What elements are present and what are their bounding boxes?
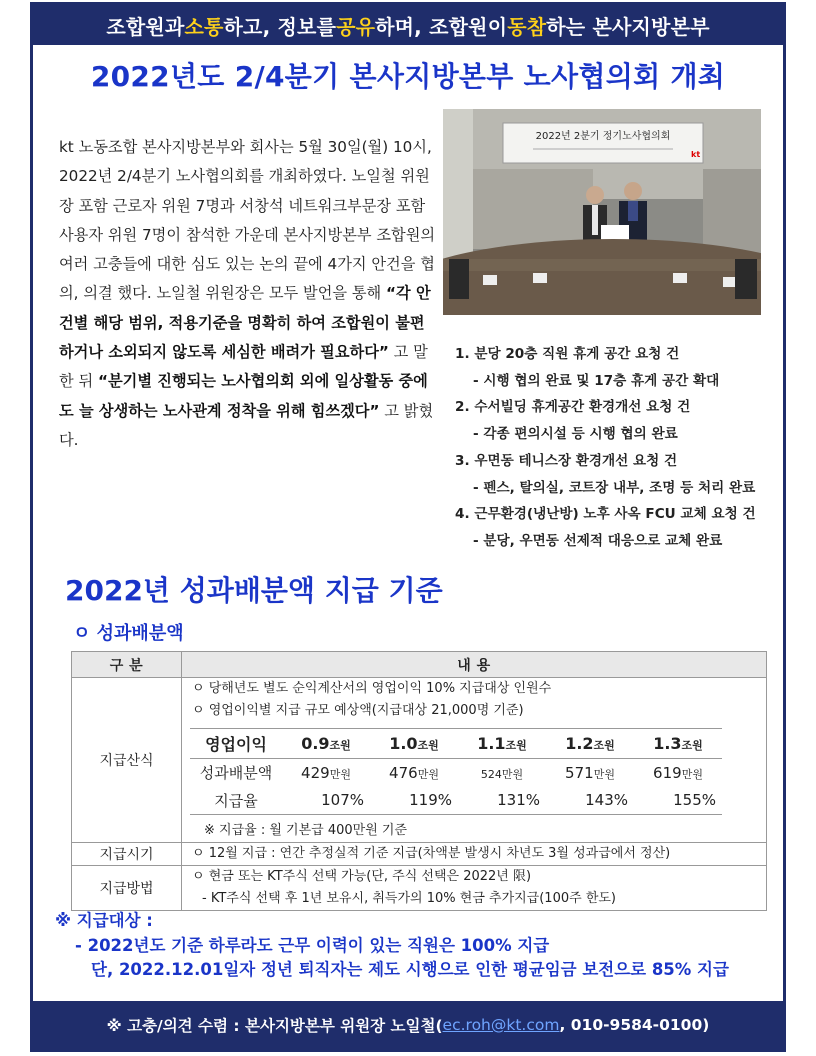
scenario-unit: 조원 xyxy=(505,739,527,752)
row-label-formula: 지급산식 xyxy=(72,678,182,843)
bonus-amount-cell xyxy=(458,759,546,787)
scenario-profit-value: 1.0 xyxy=(389,734,418,753)
bonus-amount-value: 429 xyxy=(301,763,330,782)
article-body xyxy=(59,133,439,455)
row-label-timing: 지급시기 xyxy=(72,843,182,866)
article-body-text-1: kt 노동조합 본사지방본부와 회사는 5월 30일(월) 10시, 2022년 2/4분기 노사협의회를 개최하였다. 노일철 위원장 포함 근로자 위원 7명과 서창석 네트워크부문장 포함 사용자 위원 7명이 참석한 가운데 본사지방본부 조합원의 여러 고충들에 대한 심도 있는 논의 끝에 4가지 안건을 협의, 의결 했다. 노일철 위원장은 모두 발언을 통해 xyxy=(59,138,436,303)
bonus-amount-cell xyxy=(370,759,458,787)
scenario-unit: 조원 xyxy=(593,739,615,752)
agenda-item-result: - 분당, 우면동 선제적 대응으로 교체 완료 xyxy=(473,532,723,549)
bonus-amount-value: 524 xyxy=(480,767,502,781)
agenda-item-title: 1. 분당 20층 직원 휴게 공간 요청 건 xyxy=(455,346,680,362)
payout-rate-cell: 143% xyxy=(546,787,634,815)
agenda-item-title: 3. 우면동 테니스장 환경개선 요청 건 xyxy=(455,452,678,469)
photo-banner-text: 2022년 2분기 정기노사협의회 xyxy=(535,131,671,142)
agenda-list xyxy=(455,341,785,555)
scenario-unit: 조원 xyxy=(681,739,703,752)
bonus-amount-cell xyxy=(282,759,370,787)
footer-prefix: ※ 고충/의견 수렴 : 본사지방본부 위원장 노일철( xyxy=(106,1017,443,1035)
scenario-profit-value: 1.3 xyxy=(653,734,682,753)
payout-rate-note: ※ 지급율 : 월 기본급 400만원 기준 xyxy=(204,823,408,838)
agenda-item-title: 4. 근무환경(냉난방) 노후 사옥 FCU 교체 요청 건 xyxy=(455,506,756,523)
banner-text-1: 조합원과 xyxy=(106,14,185,39)
row-content-formula xyxy=(182,678,767,843)
banner-highlight-2: 공유 xyxy=(336,14,376,39)
agenda-item-result: - 각종 편의시설 등 시행 협의 완료 xyxy=(473,426,678,443)
row-content-method xyxy=(182,866,767,911)
banner-highlight-1: 소통 xyxy=(184,14,224,39)
bonus-amount-value: 476 xyxy=(389,763,418,782)
eligibility-label: ※ 지급대상 : xyxy=(55,911,153,930)
scenario-header-cell xyxy=(634,729,722,759)
bonus-table xyxy=(71,651,767,911)
row-content-timing: ㅇ 12월 지급 : 연간 추정실적 기준 지급(차액분 발생시 차년도 3월 성과급에서 정산) xyxy=(182,843,767,866)
payout-rate-cell: 155% xyxy=(634,787,722,815)
agenda-item-title: 2. 수서빌딩 휴게공간 환경개선 요청 건 xyxy=(455,399,691,416)
article-quote-2: “분기별 진행되는 노사협의회 외에 일상활동 중에도 늘 상생하는 노사관계 정착을 위해 힘쓰겠다” xyxy=(59,372,428,420)
bonus-amount-unit: 만원 xyxy=(417,767,439,781)
bonus-amount-cell xyxy=(634,759,722,787)
article-quote-1: “각 안건별 해당 범위, 적용기준을 명확히 하여 조합원이 불편하거나 소외되지 않도록 세심한 배려가 필요하다” xyxy=(59,284,431,362)
email-link[interactable]: ec.roh@kt.com xyxy=(442,1016,560,1034)
payout-rate-cell: 107% xyxy=(282,787,370,815)
formula-line-1: ㅇ 당해년도 별도 순익계산서의 영업이익 10% 지급대상 인원수 xyxy=(192,681,552,696)
meeting-photo-illustration xyxy=(443,109,761,315)
article-body-text-3: 고 밝혔다. xyxy=(59,401,434,449)
bonus-amount-unit: 만원 xyxy=(593,767,615,781)
scenario-profit-value: 0.9 xyxy=(301,734,330,753)
scenario-row-label: 지급율 xyxy=(190,787,282,815)
scenario-header-cell xyxy=(370,729,458,759)
method-line-2: - KT주식 선택 후 1년 보유시, 취득가의 10% 현금 추가지급(100주 한도) xyxy=(202,891,617,906)
scenario-header-cell xyxy=(546,729,634,759)
eligibility-notice xyxy=(55,909,729,983)
bonus-amount-unit: 만원 xyxy=(329,767,351,781)
scenario-header-cell xyxy=(282,729,370,759)
meeting-photo xyxy=(443,109,761,315)
bonus-amount-unit: 만원 xyxy=(681,767,703,781)
table-header-content: 내 용 xyxy=(182,652,767,678)
eligibility-line-2: 단, 2022.12.01일자 정년 퇴직자는 제도 시행으로 인한 평균임금 보전으로 85% 지급 xyxy=(91,960,729,979)
scenario-unit: 조원 xyxy=(329,739,351,752)
scenario-header-cell xyxy=(458,729,546,759)
scenario-row-label: 성과배분액 xyxy=(199,764,273,783)
scenario-unit: 조원 xyxy=(417,739,439,752)
payout-rate-cell: 119% xyxy=(370,787,458,815)
top-banner xyxy=(33,5,783,45)
article-body-text-2: 고 말한 뒤 xyxy=(59,343,428,391)
banner-text-3: 하며, 조합원이 xyxy=(375,14,508,39)
profit-scenario-table xyxy=(190,728,722,815)
article-headline: 2022년도 2/4분기 본사지방본부 노사협의회 개최 xyxy=(90,60,726,93)
section-title: 2022년 성과배분액 지급 기준 xyxy=(65,574,443,607)
contact-footer xyxy=(33,1001,783,1049)
newsletter-page xyxy=(30,2,786,1052)
banner-text-2: 하고, 정보를 xyxy=(223,14,337,39)
photo-logo-text: kt xyxy=(691,150,701,159)
payout-rate-cell: 131% xyxy=(458,787,546,815)
bonus-amount-value: 571 xyxy=(565,763,594,782)
table-header-category: 구 분 xyxy=(72,652,182,678)
agenda-item-result: - 시행 협의 완료 및 17층 휴게 공간 확대 xyxy=(473,372,720,389)
method-line-1: ㅇ 현금 또는 KT주식 선택 가능(단, 주식 선택은 2022년 限) xyxy=(192,869,532,884)
eligibility-line-1: - 2022년도 기준 하루라도 근무 이력이 있는 직원은 100% 지급 xyxy=(75,935,550,955)
banner-text-4: 하는 본사지방본부 xyxy=(546,14,710,39)
banner-highlight-3: 동참 xyxy=(507,14,547,39)
bonus-amount-cell xyxy=(546,759,634,787)
row-label-method: 지급방법 xyxy=(72,866,182,911)
agenda-item-result: - 펜스, 탈의실, 코트장 내부, 조명 등 처리 완료 xyxy=(473,479,756,496)
scenario-profit-value: 1.2 xyxy=(565,734,594,753)
bonus-amount-value: 619 xyxy=(653,763,682,782)
scenario-header-label: 영업이익 xyxy=(190,729,282,759)
sub-title: ㅇ 성과배분액 xyxy=(73,623,184,644)
bonus-amount-unit: 만원 xyxy=(501,767,524,781)
formula-line-2: ㅇ 영업이익별 지급 규모 예상액(지급대상 21,000명 기준) xyxy=(192,703,524,718)
footer-suffix: , 010-9584-0100) xyxy=(559,1016,710,1034)
scenario-profit-value: 1.1 xyxy=(477,734,506,753)
